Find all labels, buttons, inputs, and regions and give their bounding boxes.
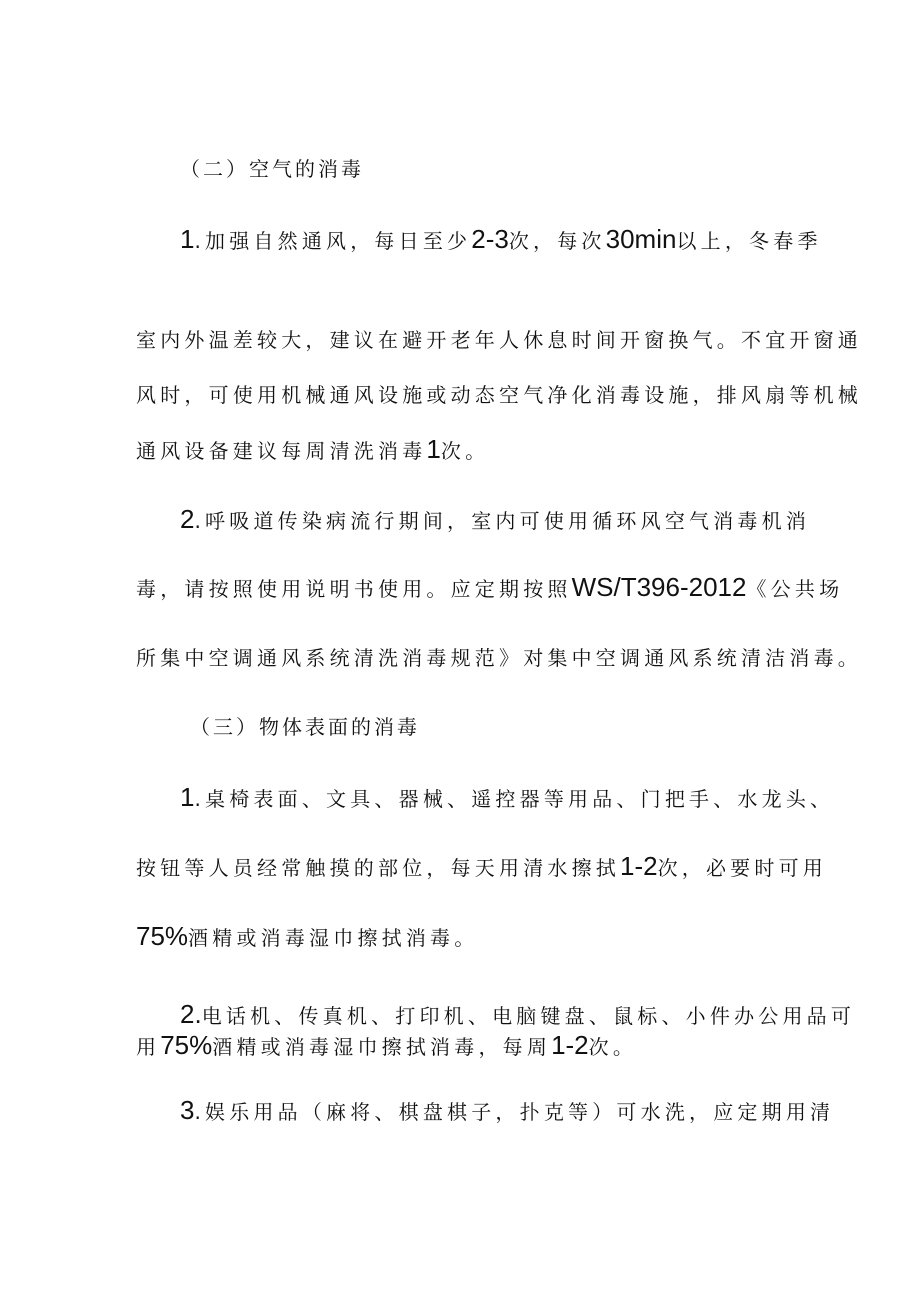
text-segment: 电话机、传真机、打印机、电脑键盘、鼠标、小件办公用品可 bbox=[201, 1004, 856, 1028]
paragraph-air-1-line-1 bbox=[180, 224, 822, 256]
heading-text: （二）空气的消毒 bbox=[180, 157, 364, 181]
text-segment: .娱乐用品（麻将、棋盘棋子，扑克等）可水洗，应定期用清 bbox=[194, 1100, 835, 1124]
paragraph-surface-1-line-2 bbox=[136, 851, 827, 883]
section-heading-air bbox=[180, 154, 364, 184]
paragraph-surface-3-line-1 bbox=[180, 1095, 834, 1127]
text-segment: 室内外温差较大，建议在避开老年人休息时间开窗换气。不宜开窗通 bbox=[136, 328, 862, 352]
paragraph-surface-1-line-3 bbox=[136, 921, 478, 953]
text-segment: 酒精或消毒湿巾擦拭消毒，每周 bbox=[212, 1035, 552, 1059]
number-segment: 30min bbox=[605, 224, 677, 254]
item-number: 2. bbox=[180, 999, 202, 1029]
item-number: 1 bbox=[180, 782, 195, 812]
paragraph-surface-2-line-1 bbox=[180, 999, 855, 1031]
paragraph-surface-1-line-1 bbox=[180, 782, 834, 814]
text-segment: 毒，请按照使用说明书使用。应定期按照 bbox=[136, 577, 572, 601]
paragraph-air-2-line-2 bbox=[136, 572, 843, 604]
item-number: 3 bbox=[180, 1095, 195, 1125]
text-segment: 次。 bbox=[440, 439, 490, 463]
item-number: 2 bbox=[180, 504, 195, 534]
number-segment: 1 bbox=[426, 434, 441, 464]
text-segment: .呼吸道传染病流行期间，室内可使用循环风空气消毒机消 bbox=[194, 509, 811, 533]
paragraph-air-1-line-2 bbox=[136, 325, 862, 355]
number-segment: 1-2 bbox=[620, 851, 658, 881]
number-segment: 2-3 bbox=[471, 224, 509, 254]
heading-text: （三）物体表面的消毒 bbox=[190, 715, 420, 739]
text-segment: 通风设备建议每周清洗消毒 bbox=[136, 439, 427, 463]
paragraph-air-2-line-1 bbox=[180, 504, 810, 536]
number-segment: 75% bbox=[136, 921, 189, 951]
paragraph-air-2-line-3 bbox=[136, 643, 862, 673]
text-segment: 次，每次 bbox=[508, 229, 606, 253]
section-heading-surface bbox=[190, 712, 420, 742]
text-segment: 以上，冬春季 bbox=[676, 229, 822, 253]
text-segment: 用 bbox=[136, 1035, 161, 1059]
standard-code: WS/T396-2012 bbox=[571, 572, 747, 602]
paragraph-surface-2-line-2 bbox=[136, 1030, 637, 1062]
text-segment: .桌椅表面、文具、器械、遥控器等用品、门把手、水龙头、 bbox=[194, 787, 835, 811]
paragraph-air-1-line-4 bbox=[136, 434, 489, 466]
text-segment: 《公共场 bbox=[746, 577, 844, 601]
text-segment: 按钮等人员经常触摸的部位，每天用清水擦拭 bbox=[136, 856, 620, 880]
paragraph-air-1-line-3 bbox=[136, 380, 862, 410]
item-number: 1 bbox=[180, 224, 195, 254]
text-segment: 次，必要时可用 bbox=[657, 856, 827, 880]
number-segment: 75% bbox=[160, 1030, 213, 1060]
number-segment: 1-2 bbox=[551, 1030, 589, 1060]
text-segment: 次。 bbox=[588, 1035, 638, 1059]
text-segment: 风时，可使用机械通风设施或动态空气净化消毒设施，排风扇等机械 bbox=[136, 383, 862, 407]
text-segment: .加强自然通风，每日至少 bbox=[194, 229, 472, 253]
text-segment: 酒精或消毒湿巾擦拭消毒。 bbox=[188, 926, 479, 950]
text-segment: 所集中空调通风系统清洗消毒规范》对集中空调通风系统清洁消毒。 bbox=[136, 646, 862, 670]
